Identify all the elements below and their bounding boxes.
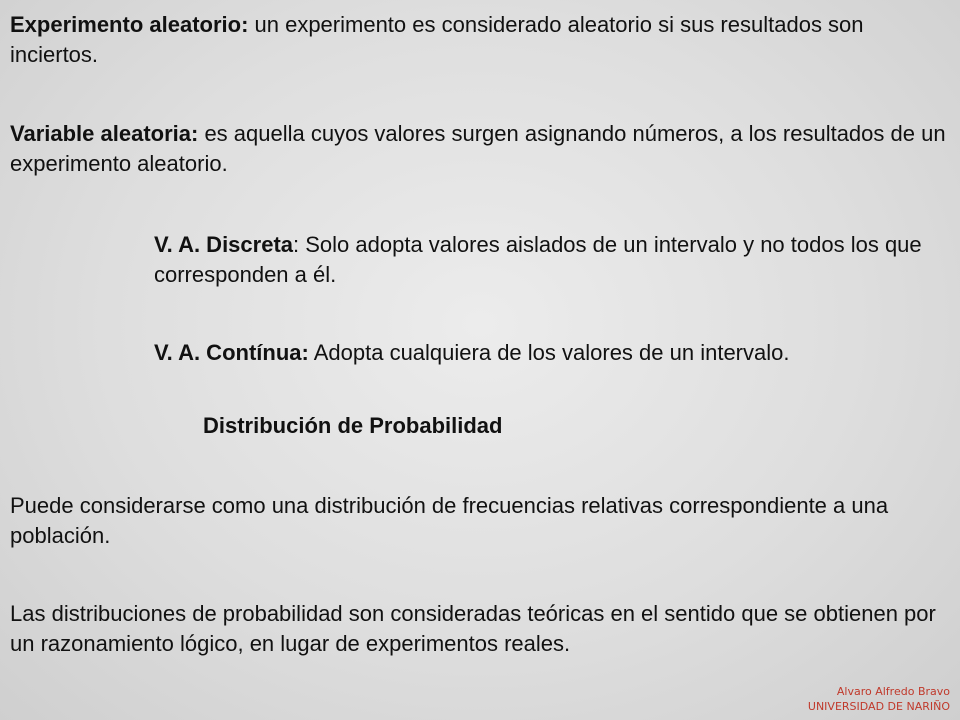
footer-institution: UNIVERSIDAD DE NARIÑO [807,700,950,713]
term-variable-aleatoria: Variable aleatoria: [10,121,199,146]
paragraph-puede-considerarse: Puede considerarse como una distribución de frecuencias relativas correspondiente a una población. [10,493,889,548]
definition-va-discreta: : Solo adopta valores aislados de un intervalo y no todos los que corresponden a él. [154,232,922,287]
definition-va-continua: Adopta cualquiera de los valores de un intervalo. [308,340,790,365]
paragraph-las-distribuciones: Las distribuciones de probabilidad son consideradas teóricas en el sentido que se obtienen por un razonamiento lógico, en lugar de experimentos reales. [10,601,936,656]
footer-credit [808,684,950,714]
paragraph-experimento-aleatorio [10,10,950,70]
footer-author: Alvaro Alfredo Bravo [836,685,950,698]
heading-distribucion-probabilidad: Distribución de Probabilidad [203,413,503,438]
paragraph-variable-aleatoria [10,119,950,179]
term-va-continua: V. A. Contínua: [154,340,309,365]
paragraph-va-continua [154,338,944,368]
term-va-discreta: V. A. Discreta [154,232,294,257]
term-experimento-aleatorio: Experimento aleatorio: [10,12,249,37]
definition-variable-aleatoria: es aquella cuyos valores surgen asignando números, a los resultados de un experimento aleatorio. [10,121,946,176]
paragraph-va-discreta [154,230,944,290]
definition-experimento-aleatorio: un experimento es considerado aleatorio si sus resultados son inciertos. [10,12,864,67]
